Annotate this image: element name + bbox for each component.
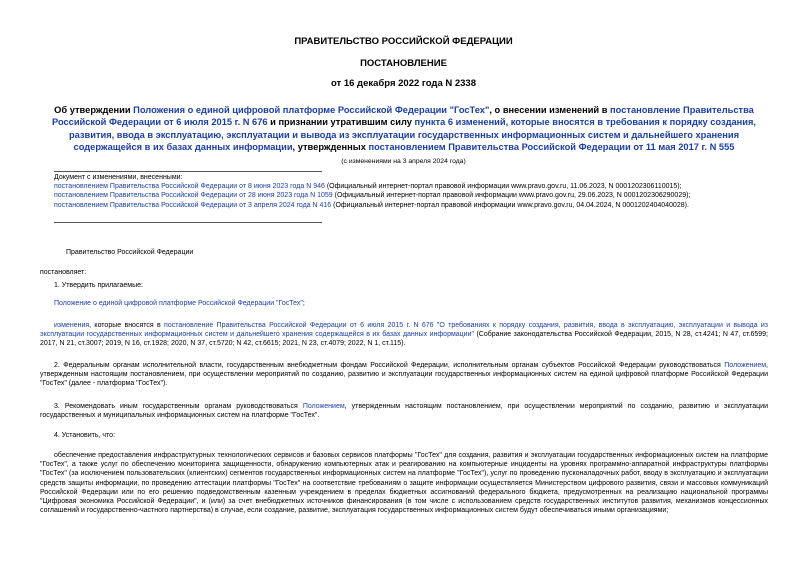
change-source: (Официальный интернет-портал правовой информации www.pravo.gov.ru, 11.06.2023, N 0001202306110015);: [324, 183, 682, 191]
org-heading: ПРАВИТЕЛЬСТВО РОССИЙСКОЙ ФЕДЕРАЦИИ: [294, 36, 513, 47]
item-2-regulation-link[interactable]: Положением: [724, 362, 767, 369]
item-1-changes: [40, 321, 768, 349]
changes-item: [54, 191, 774, 200]
date-number-heading: от 16 декабря 2022 года N 2338: [330, 78, 476, 89]
changes-item: [54, 201, 774, 210]
resolution-676-link[interactable]: постановление Правительства Российской Федерации от 6 июля 2015 г. N 676 "О требованиях к порядку создания, развития, ввода в эксплуатацию, эксплуатации и вывода из эксплуатации государственных информационных систем и дальнейшего хранения содержащейся в их базах данных информации": [40, 322, 768, 339]
changes-intro: Документ с изменениями, внесенными:: [54, 174, 183, 181]
item-2-text-end: , утвержденным настоящим постановлением, при осуществлении мероприятий по созданию, развитию и эксплуатации государственных информационных систем на единой цифровой платформе Российской Федерации "ГосТех" (далее - платформа "ГосТех").: [40, 362, 768, 388]
change-source: (Официальный интернет-портал правовой информации www.pravo.gov.ru, 29.06.2023, N 0001202306290029);: [332, 192, 691, 200]
government-label: Правительство Российской Федерации: [66, 249, 194, 256]
title-link-item-6[interactable]: пункта 6 изменений, которые вносятся в требования к порядку создания, развития, ввода в эксплуатацию, эксплуатации и вывода из эксплуатации государственных информационных систем и дальнейшего хранения содержащейся в их базах данных информации: [68, 117, 757, 152]
title-link-resolution-555[interactable]: постановлением Правительства Российской Федерации от 11 мая 2017 г. N 555: [368, 141, 735, 152]
title-text-4: , утвержденных: [292, 141, 369, 152]
change-link-416[interactable]: постановлением Правительства Российской Федерации от 3 апреля 2024 года N 416: [54, 201, 332, 209]
item-1-tail: ;: [302, 300, 305, 307]
item-2-text: 2. Федеральным органам исполнительной власти, государственным внебюджетным фондам Российской Федерации, исполнительным органам субъектов Российской Федерации руководствоваться: [54, 362, 725, 369]
item-2: [40, 361, 768, 389]
item-4-text: обеспечение предоставления инфраструктурных технологических сервисов и базовых сервисов платформы "ГосТех" для создания, развития и эксплуатации государственных информационных систем на платформе "ГосТех", а также услуг по обеспечению мониторинга защищенности, обнаружению компьютерных атак и реагированию на компьютерные инциденты на уровнях программно-аппаратной инфраструктуры платформы "ГосТех" (за исключением пользовательских (клиентских) сегментов государственных информационных систем на платформе "ГосТех"), услуг по проведению пусконаладочных работ, вводу в эксплуатацию и эксплуатации средств защиты информации, по проведению аттестации платформы "ГосТех" на соответствие требованиям о защите информации осуществляется Министерством цифрового развития, связи и массовых коммуникаций Российской Федерации или по его решению подведомственным казенным учреждением в пределах бюджетных ассигнований федерального бюджета, предусмотренных на реализацию национальной программы "Цифровая экономика Российской Федерации", и (или) за счет внебюджетных источников финансирования (в том числе с использованием средств государственных институтов развития, механизмов концессионных соглашений и государственно-частного партнерства) в случае, если создание, развитие, эксплуатация государственных информационных систем будут обеспечиваться иными организациями;: [40, 452, 768, 515]
item-4: 4. Установить, что:: [54, 432, 116, 439]
bottom-divider: [54, 222, 322, 223]
document-title: [40, 104, 768, 153]
item-1: 1. Утвердить прилагаемые:: [54, 282, 143, 289]
item-3-text: 3. Рекомендовать иным государственным органам руководствоваться: [54, 403, 303, 410]
changes-block: [54, 173, 774, 210]
title-text-2: , о внесении изменений в: [489, 105, 611, 115]
regulation-link[interactable]: Положение о единой цифровой платформе Российской Федерации "ГосТех": [54, 300, 303, 307]
item-1-changes-source: (Собрание законодательства Российской Федерации, 2015, N 28, ст.4241; N 47, ст.6599; 2017, N 21, ст.3007; 2019, N 16, ст.1928; 2020, N 37, ст.5720; N 42, ст.6615; 2021, N 23, ст.4079; 2022, N 1, ст.115).: [40, 331, 769, 348]
title-text-1: Об утверждении: [54, 105, 134, 115]
change-link-946[interactable]: постановлением Правительства Российской Федерации от 8 июня 2023 года N 946: [54, 183, 325, 191]
change-source: (Официальный интернет-портал правовой информации www.pravo.gov.ru, 04.04.2024, N 0001202404040028).: [331, 201, 689, 209]
changes-item: [54, 182, 774, 191]
item-3-text-end: , утвержденным настоящим постановлением, при осуществлении мероприятий по созданию, развитию и эксплуатации государственных и муниципальных информационных систем на платформе "ГосТех".: [40, 403, 768, 420]
changes-link[interactable]: изменения: [54, 322, 90, 329]
change-link-1059[interactable]: постановлением Правительства Российской Федерации от 28 июня 2023 года N 1059: [54, 192, 333, 200]
item-1-changes-text: , которые вносятся в: [89, 322, 165, 329]
title-link-resolution-676[interactable]: постановление Правительства Российской Федерации от 6 июля 2015 г. N 676: [51, 105, 754, 128]
item-3-regulation-link[interactable]: Положением: [302, 403, 345, 410]
revision-note: (с изменениями на 3 апреля 2024 года): [341, 158, 466, 165]
item-1-regulation: [54, 299, 305, 308]
top-divider: [54, 171, 322, 172]
title-link-regulation[interactable]: Положения о единой цифровой платформе Российской Федерации "ГосТех": [133, 105, 490, 115]
title-text-3: и признании утратившим силу: [267, 117, 415, 128]
resolves-label: постановляет:: [40, 269, 87, 276]
item-3: [40, 402, 768, 420]
doctype-heading: ПОСТАНОВЛЕНИЕ: [360, 58, 447, 69]
